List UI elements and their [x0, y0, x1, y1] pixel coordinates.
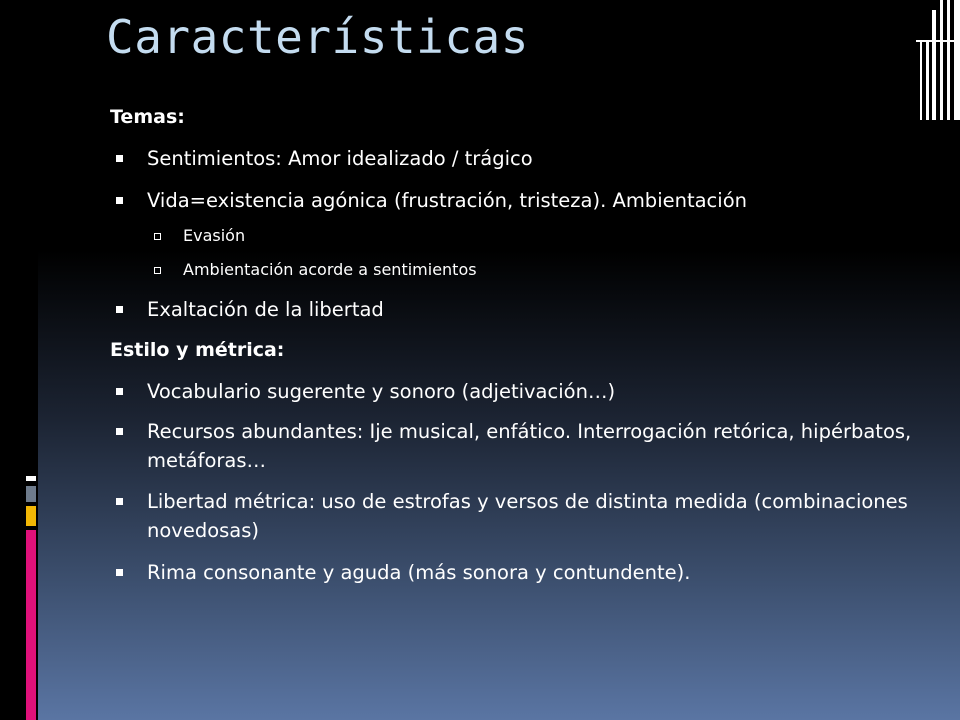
slide-body [110, 104, 920, 587]
section-heading-estilo: Estilo y métrica: [110, 339, 285, 361]
left-edge-bars [26, 476, 36, 720]
bullet-item: Sentimientos: Amor idealizado / trágico [110, 144, 920, 173]
sub-bullet-item: Ambientación acorde a sentimientos [110, 259, 920, 281]
bullet-item: Exaltación de la libertad [110, 295, 920, 324]
bullet-item: Recursos abundantes: Ije musical, enfático. Interrogación retórica, hipérbatos, metáforas… [110, 417, 920, 475]
top-right-bars [916, 0, 960, 720]
section-heading-temas: Temas: [110, 106, 185, 128]
bullet-item: Vocabulario sugerente y sonoro (adjetivación…) [110, 377, 920, 406]
slide-title: Características [106, 10, 529, 64]
bullet-item: Rima consonante y aguda (más sonora y contundente). [110, 558, 920, 587]
sub-bullet-item: Evasión [110, 225, 920, 247]
bullet-item: Vida=existencia agónica (frustración, tristeza). Ambientación [110, 186, 920, 215]
bullet-item: Libertad métrica: uso de estrofas y versos de distinta medida (combinaciones novedosas) [110, 487, 920, 545]
